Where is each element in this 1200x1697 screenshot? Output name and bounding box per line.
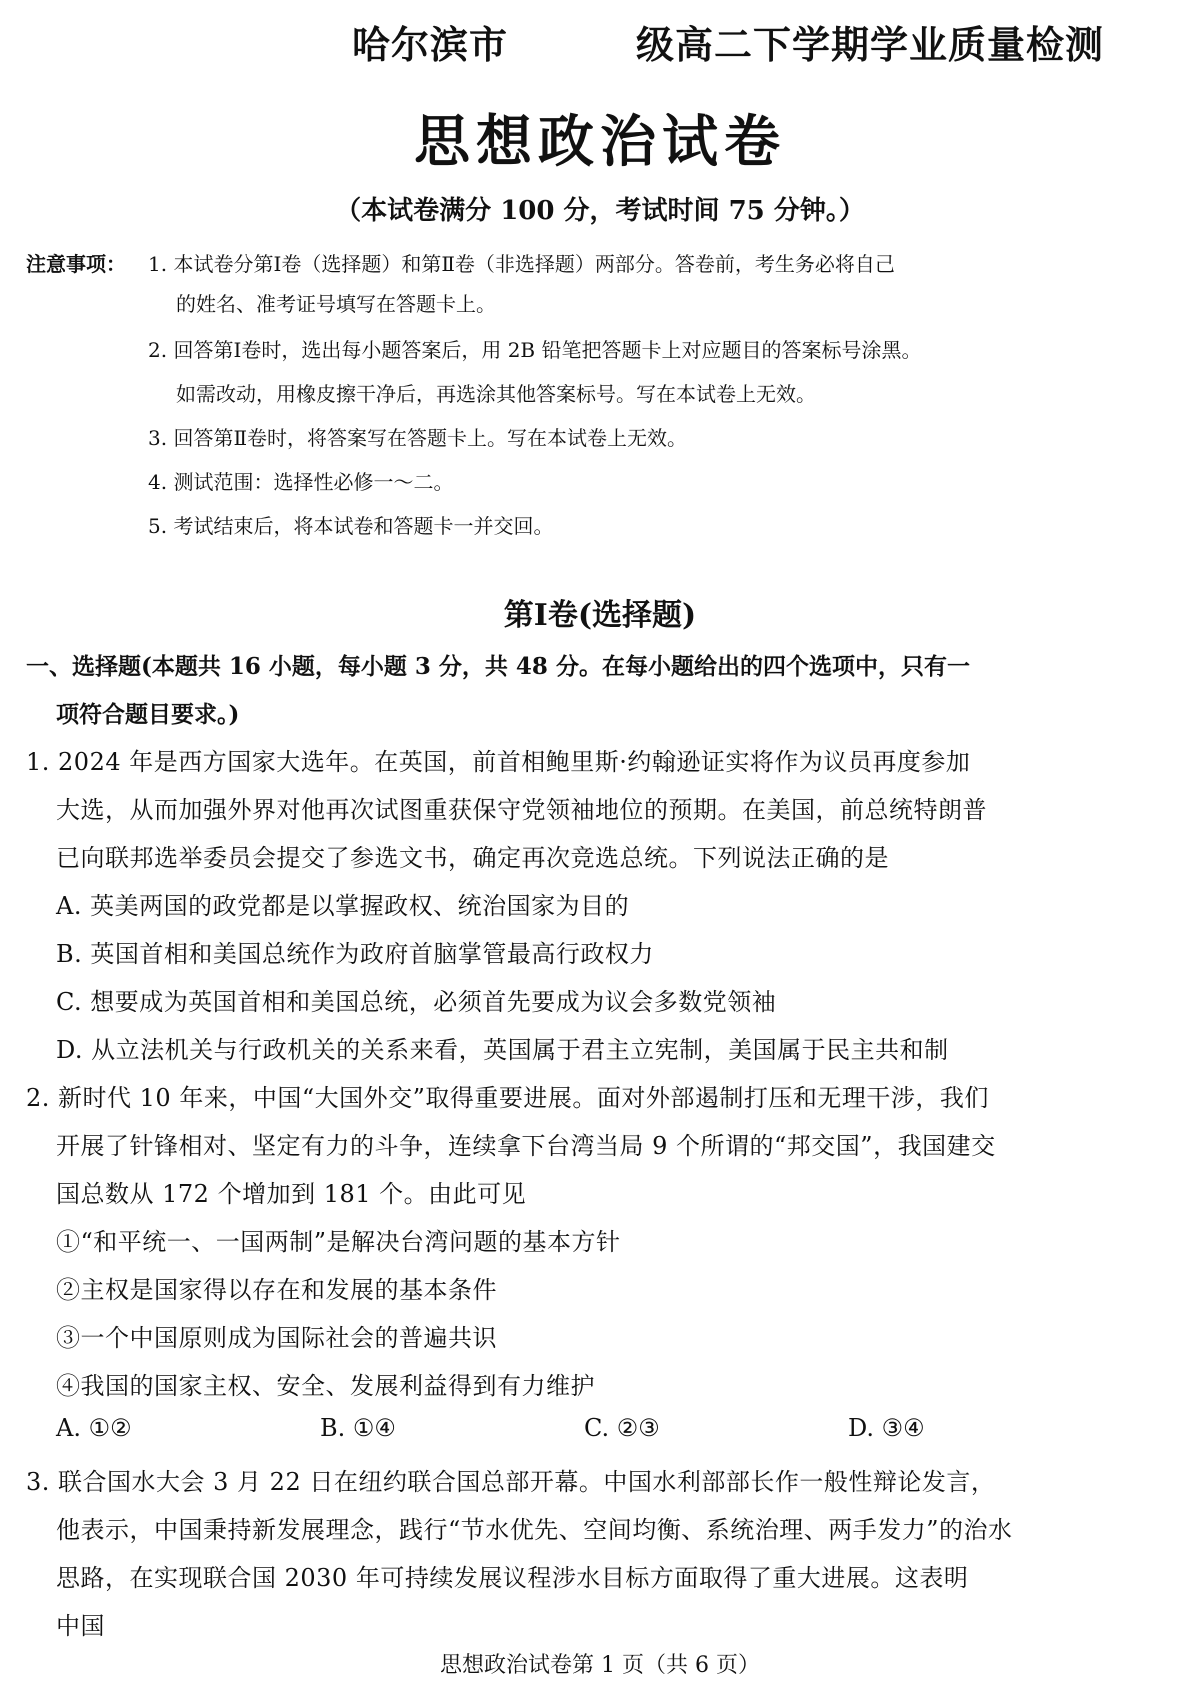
q2-statement-3: ③一个中国原则成为国际社会的普遍共识 xyxy=(56,1324,497,1352)
q2-option-c: C. ②③ xyxy=(584,1414,660,1442)
page-title: 思想政治试卷 xyxy=(414,109,786,175)
exam-info: （本试卷满分 100 分，考试时间 75 分钟。） xyxy=(335,196,865,226)
note-2-line-2: 如需改动，用橡皮擦干净后，再选涂其他答案标号。写在本试卷上无效。 xyxy=(176,382,816,406)
q2-statement-2: ②主权是国家得以存在和发展的基本条件 xyxy=(56,1276,497,1304)
q2-stem-line-3: 国总数从 172 个增加到 181 个。由此可见 xyxy=(56,1180,527,1208)
note-5: 5. 考试结束后，将本试卷和答题卡一并交回。 xyxy=(148,514,554,538)
note-1-line-1: 1. 本试卷分第Ⅰ卷（选择题）和第Ⅱ卷（非选择题）两部分。答卷前，考生务必将自己 xyxy=(148,252,895,276)
q2-stem-line-1: 2. 新时代 10 年来，中国“大国外交”取得重要进展。面对外部遏制打压和无理干涉，我们 xyxy=(26,1084,989,1112)
note-1-line-2: 的姓名、准考证号填写在答题卡上。 xyxy=(176,292,496,316)
q2-statement-1: ①“和平统一、一国两制”是解决台湾问题的基本方针 xyxy=(56,1228,621,1256)
header-exam-name: 级高二下学期学业质量检测 xyxy=(636,22,1105,67)
section-heading: 第Ⅰ卷(选择题) xyxy=(503,598,697,633)
q1-option-b: B. 英国首相和美国总统作为政府首脑掌管最高行政权力 xyxy=(56,940,654,968)
notes-label: 注意事项： xyxy=(26,252,126,276)
q3-stem-line-4: 中国 xyxy=(56,1612,105,1640)
q1-option-c: C. 想要成为英国首相和美国总统，必须首先要成为议会多数党领袖 xyxy=(56,988,777,1016)
part-one-instructions-line-2: 项符合题目要求。) xyxy=(56,701,240,728)
page-footer: 思想政治试卷第 1 页（共 6 页） xyxy=(440,1653,760,1678)
q3-stem-line-3: 思路，在实现联合国 2030 年可持续发展议程涉水目标方面取得了重大进展。这表明 xyxy=(56,1564,969,1592)
q1-option-d: D. 从立法机关与行政机关的关系来看，英国属于君主立宪制，美国属于民主共和制 xyxy=(56,1036,949,1064)
header-city: 哈尔滨市 xyxy=(352,22,509,67)
note-4: 4. 测试范围：选择性必修一～二。 xyxy=(148,470,454,494)
q2-statement-4: ④我国的国家主权、安全、发展利益得到有力维护 xyxy=(56,1372,595,1400)
q2-option-d: D. ③④ xyxy=(848,1414,925,1442)
q2-stem-line-2: 开展了针锋相对、坚定有力的斗争，连续拿下台湾当局 9 个所谓的“邦交国”，我国建交 xyxy=(56,1132,996,1160)
q1-stem-line-3: 已向联邦选举委员会提交了参选文书，确定再次竞选总统。下列说法正确的是 xyxy=(56,844,889,872)
q1-stem-line-1: 1. 2024 年是西方国家大选年。在英国，前首相鲍里斯·约翰逊证实将作为议员再度参加 xyxy=(26,748,971,776)
note-3: 3. 回答第Ⅱ卷时，将答案写在答题卡上。写在本试卷上无效。 xyxy=(148,426,688,450)
q1-stem-line-2: 大选，从而加强外界对他再次试图重获保守党领袖地位的预期。在美国，前总统特朗普 xyxy=(56,796,987,824)
note-2-line-1: 2. 回答第Ⅰ卷时，选出每小题答案后，用 2B 铅笔把答题卡上对应题目的答案标号涂黑。 xyxy=(148,338,922,362)
q3-stem-line-2: 他表示，中国秉持新发展理念，践行“节水优先、空间均衡、系统治理、两手发力”的治水 xyxy=(56,1516,1013,1544)
q2-option-b: B. ①④ xyxy=(320,1414,396,1442)
q1-option-a: A. 英美两国的政党都是以掌握政权、统治国家为目的 xyxy=(56,892,630,920)
q3-stem-line-1: 3. 联合国水大会 3 月 22 日在纽约联合国总部开幕。中国水利部部长作一般性辩论发言， xyxy=(26,1468,996,1496)
part-one-instructions-line-1: 一、选择题(本题共 16 小题，每小题 3 分，共 48 分。在每小题给出的四个选项中，只有一 xyxy=(26,653,970,680)
q2-option-a: A. ①② xyxy=(56,1414,132,1442)
